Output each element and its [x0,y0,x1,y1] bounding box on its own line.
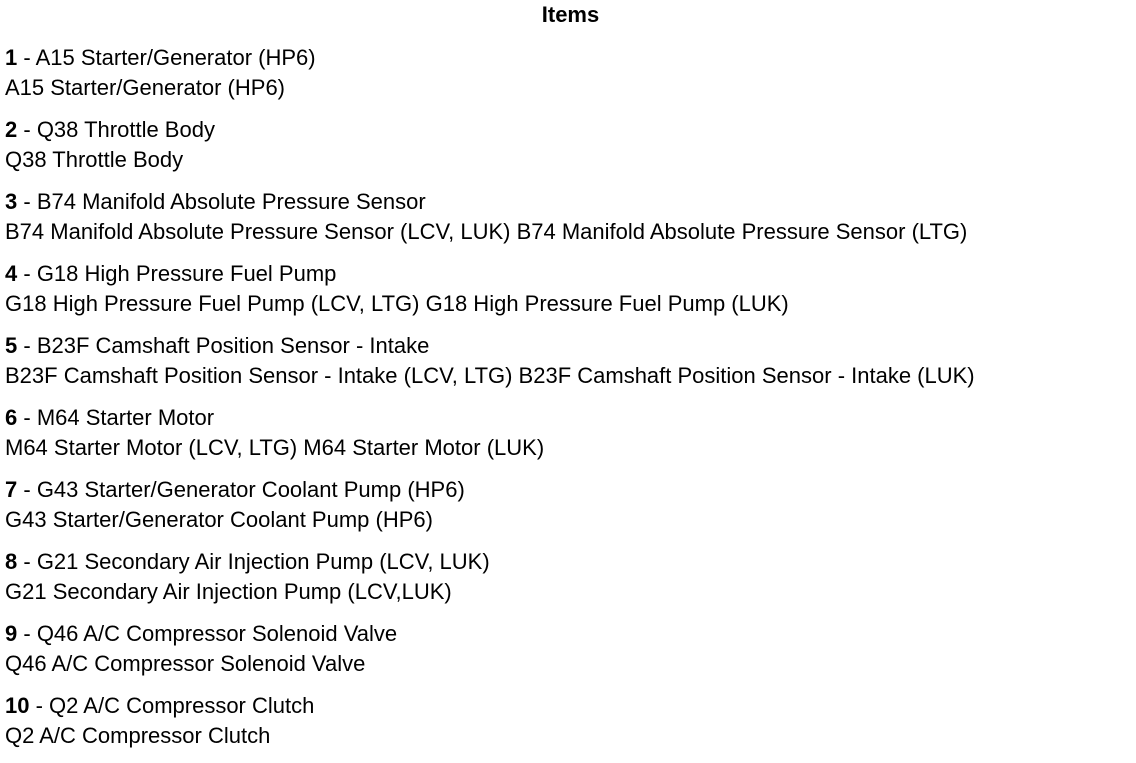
item-heading: 5 - B23F Camshaft Position Sensor - Intake [5,333,430,358]
item-number: 4 [5,261,18,286]
item-detail: B74 Manifold Absolute Pressure Sensor (LCV, LUK) B74 Manifold Absolute Pressure Sensor (LTG) [5,219,968,244]
item-detail: Q2 A/C Compressor Clutch [5,723,271,748]
item-heading: 6 - M64 Starter Motor [5,405,215,430]
item-heading: 4 - G18 High Pressure Fuel Pump [5,261,337,286]
item-heading-text: Q46 A/C Compressor Solenoid Valve [36,621,398,646]
item-heading: 1 - A15 Starter/Generator (HP6) [5,45,316,70]
list-item [5,43,1136,115]
list-item [5,619,1136,691]
item-heading: 7 - G43 Starter/Generator Coolant Pump (HP6) [5,477,465,502]
list-item [5,115,1136,187]
item-heading: 9 - Q46 A/C Compressor Solenoid Valve [5,621,398,646]
item-number: 2 [5,117,18,142]
list-item [5,475,1136,547]
item-detail: Q46 A/C Compressor Solenoid Valve [5,651,366,676]
item-heading: 10 - Q2 A/C Compressor Clutch [5,693,315,718]
item-detail: G21 Secondary Air Injection Pump (LCV,LUK) [5,579,452,604]
item-heading-text: G18 High Pressure Fuel Pump [36,261,337,286]
item-number: 5 [5,333,18,358]
item-heading-text: B23F Camshaft Position Sensor - Intake [36,333,430,358]
item-heading-text: G21 Secondary Air Injection Pump (LCV, LUK) [36,549,490,574]
item-number: 1 [5,45,18,70]
item-heading: 8 - G21 Secondary Air Injection Pump (LCV, LUK) [5,549,490,574]
item-detail: M64 Starter Motor (LCV, LTG) M64 Starter Motor (LUK) [5,435,545,460]
item-number: 9 [5,621,18,646]
item-detail: A15 Starter/Generator (HP6) [5,75,286,100]
list-item [5,187,1136,259]
item-detail: G43 Starter/Generator Coolant Pump (HP6) [5,507,433,532]
item-number: 7 [5,477,18,502]
item-detail: Q38 Throttle Body [5,147,184,172]
item-heading-text: B74 Manifold Absolute Pressure Sensor [36,189,426,214]
page-title: Items [541,2,600,27]
item-heading-text: A15 Starter/Generator (HP6) [35,45,316,70]
list-item [5,691,1136,763]
item-number: 3 [5,189,18,214]
item-detail: G18 High Pressure Fuel Pump (LCV, LTG) G18 High Pressure Fuel Pump (LUK) [5,291,789,316]
list-item [5,547,1136,619]
item-number: 8 [5,549,18,574]
list-item [5,403,1136,475]
item-heading-text: M64 Starter Motor [36,405,215,430]
list-item [5,331,1136,403]
list-item [5,259,1136,331]
item-number: 10 [5,693,30,718]
items-list [5,43,1136,763]
item-heading-text: Q2 A/C Compressor Clutch [49,693,315,718]
item-detail: B23F Camshaft Position Sensor - Intake (LCV, LTG) B23F Camshaft Position Sensor - Intake (LUK) [5,363,975,388]
item-heading: 3 - B74 Manifold Absolute Pressure Sensor [5,189,426,214]
item-heading-text: Q38 Throttle Body [36,117,215,142]
item-heading-text: G43 Starter/Generator Coolant Pump (HP6) [36,477,465,502]
item-heading: 2 - Q38 Throttle Body [5,117,215,142]
item-number: 6 [5,405,18,430]
